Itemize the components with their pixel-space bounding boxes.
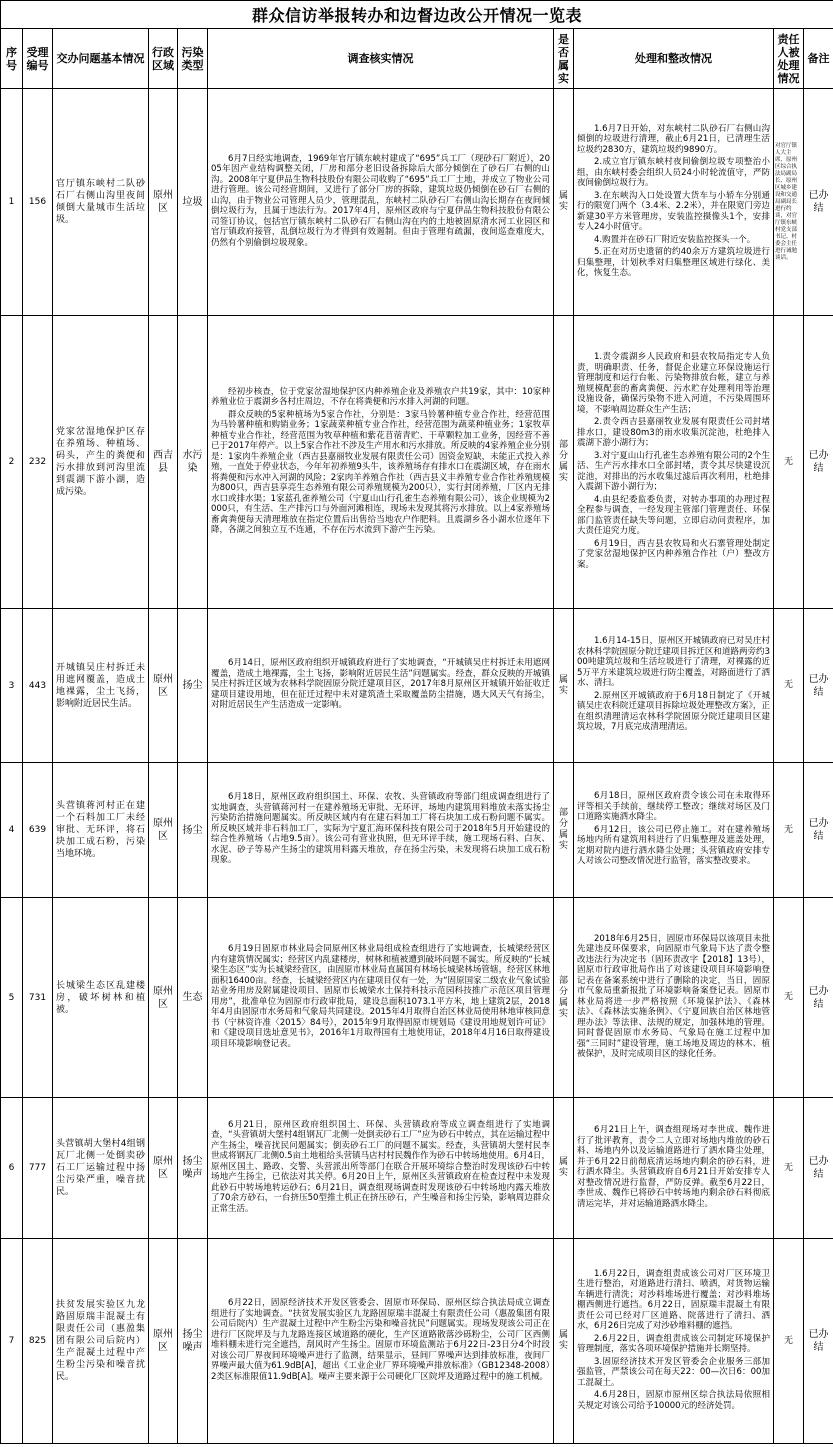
table-row	[1, 898, 833, 1098]
header-accountability: 责任人被处理情况	[774, 29, 804, 89]
cell-remark: 已办结	[804, 1098, 833, 1239]
table-row	[1, 316, 833, 609]
cell-accountability: 无	[774, 1239, 804, 1444]
cell-region: 原州区	[149, 1098, 178, 1239]
cell-accountability: 无	[774, 609, 804, 763]
cell-case-no: 232	[23, 316, 53, 609]
cell-rectification	[574, 609, 774, 763]
cell-rectification	[574, 898, 774, 1098]
rectification-paragraph: 6月12日，该公司已停止施工。对在建养殖场场地内所有建筑用料进行了归集整理及遮盖处理，定期对院内进行洒水降尘处理；头营镇政府安排专人对该公司整改情况进行监管，落实整改要求。	[577, 824, 770, 867]
cell-remark: 已办结	[804, 763, 833, 898]
rectification-paragraph: 4.6月28日，固原市原州区综合执法局依照相关规定对该公司给予10000元的经济处罚。	[577, 1390, 770, 1411]
cell-index: 4	[1, 763, 23, 898]
cell-index: 2	[1, 316, 23, 609]
cell-verified: 属实	[554, 89, 574, 316]
rectification-paragraph: 3.固原经济技术开发区管委会企业服务三部加强监管，严禁该公司在每天22：00—次日6：00加工混凝土。	[577, 1356, 770, 1388]
cell-remark: 已办结	[804, 898, 833, 1098]
cell-case-no: 777	[23, 1098, 53, 1239]
cell-issue: 头营镇胡大堡村4组钢瓦厂北侧一处倒卖砂石工厂运输过程中扬尘污染严重，噪音扰民。	[53, 1098, 149, 1239]
cell-verified: 部分属实	[554, 898, 574, 1098]
rectification-paragraph: 2.成立官厅镇东峡村夜间偷倒垃圾专项整治小组，由东峡村委会组织人员24小时轮流值守，严防夜间偷倒垃圾行为。	[577, 157, 770, 188]
cell-rectification	[574, 89, 774, 316]
investigation-paragraph: 6月18日，原州区政府组织国土、环保、农牧、头营镇政府等部门组成调查组进行了实地调查，头营镇蒋河村一在建养殖场无审批、无环评，场地内建筑用料堆放未落实扬尘污染防治措施问题属实。所反映区域内有在建石料加工厂将石块加工成石粉问题不属实。所反映区域并非石料加工厂，实际为宁夏汇海环保科技有限公司于2018年5月开始建设的综合性养殖场（占地9.5亩）。该公司有营业执照，但无环评手续，施工现场石料、白灰、水泥、砂子等易产生扬尘的建筑用料露天堆放，存在扬尘污染，未发现将石块加工成石粉现象。	[211, 792, 550, 866]
cell-case-no: 731	[23, 898, 53, 1098]
cell-region: 原州区	[149, 763, 178, 898]
cell-investigation	[208, 763, 554, 898]
cell-remark: 已办结	[804, 89, 833, 316]
cell-pollution: 垃圾	[178, 89, 208, 316]
table-title: 群众信访举报转办和边督边改公开情况一览表	[1, 1, 833, 29]
cell-verified: 部分属实	[554, 763, 574, 898]
rectification-paragraph: 2.原州区开城镇政府于6月18日制定了《开城镇吴庄农科院迁建项目拆除垃圾处理整改方案》，正在组织清理清运农林科学院固原分院迁建项目区建筑垃圾，7月底完成清理清运。	[577, 690, 770, 733]
header-investigation: 调查核实情况	[208, 29, 554, 89]
table-row	[1, 1098, 833, 1239]
table-row	[1, 763, 833, 898]
cell-region: 原州区	[149, 1239, 178, 1444]
cell-verified: 属实	[554, 1239, 574, 1444]
header-issue: 交办问题基本情况	[53, 29, 149, 89]
cell-case-no: 443	[23, 609, 53, 763]
cell-region: 原州区	[149, 609, 178, 763]
cell-accountability: 无	[774, 763, 804, 898]
cell-rectification	[574, 1239, 774, 1444]
investigation-paragraph: 6月7日经实地调查，1969年官厅镇东峡村建成了“695”兵工厂（现砂石厂附近），2005年因产业结构调整关闭，厂房和部分老旧设备拆除后大部分倾倒在了砂石厂右侧的山沟。2008年宁夏伊品生物科技股份有限公司收购了“695”兵工厂土地，并成立了物业公司进行管理。该公司经营期间，又进行了部分厂房的拆除，建筑垃圾仍倾倒在砂石厂右侧的山沟，由于物业公司管理人员少，管理混乱，东峡村二队砂石厂右侧山沟长期存在夜间倾倒垃圾行为，且属于违法行为。2017年4月，原州区政府与宁夏伊品生物科技股份有限公司签订协议，包括官厅镇东峡村二队砂石厂右侧山沟在内的土地被固原清水河工业园区和官厅镇政府接管，乱倒垃圾行为才得到有效遏制。但由于管理有疏漏，夜间巡查难度大，仍然有个别偷倒垃圾现象。	[211, 153, 550, 248]
cell-investigation	[208, 609, 554, 763]
investigation-paragraph: 经初步核查，位于党家岔湿地保护区内种养殖企业及养殖农户共19家，其中：10家种养殖业位于震湖乡各村庄周边，不存在将粪便和污水排入河湖的问题。	[211, 386, 550, 407]
cell-issue: 头营镇蒋河村正在建一个石料加工厂未经审批、无环评，将石块加工成石粉，污染当地环境。	[53, 763, 149, 898]
cell-investigation	[208, 1239, 554, 1444]
header-verified: 是否属实	[554, 29, 574, 89]
cell-rectification	[574, 763, 774, 898]
rectification-paragraph: 3.在东峡沟入口处设置大货车与小轿车分别通行的限宽门两个（3.4米、2.2米），并在限宽门旁边新建30平方米管理房，安装监控摄像头1个，安排专人24小时值守。	[577, 190, 770, 232]
cell-investigation	[208, 1098, 554, 1239]
investigation-paragraph: 群众反映的5家种植场为5家合作社，分别是：3家马铃薯种植专业合作社，经营范围为马铃薯种植和购销业务；1家蔬菜种植专业合作社，经营范围为蔬菜种植业务；1家牧草种植专业合作社，经营范围为牧草种植和紫花苜蓿青贮、干草颗粒加工业务，因经营不善已于2017年停产。以上5家合作社不涉及生产用水和污水排放。所反映的4家养殖企业分别是：1家肉牛养殖企业（西吉县嘉丽牧业发展有限责任公司）因资金短缺，未能正式投入养殖，一直处于停业状态，今年年初养殖9头牛，该养殖场存有排水口在震湖区域，存在雨水将粪便和污水冲入河湖的风险；2家肉羊养殖合作社（西吉县义丰养殖专业合作社养殖规模为800只，西吉县享亮生态养殖有限公司养殖规模为200只），实行封闭养殖，厂区内无排水口或排水渠；1家蓝孔雀养殖公司（宁夏山山行孔雀生态养殖有限公司），该企业规模为2000只，有生活、生产排污口与外面河滩相连，现场未发现其将污水排放。以上4家养殖场畜禽粪便每天清理堆放在指定位置后出售给当地农户作肥料。且震湖乡各小湖水位逐年下降，各湖之间独立互不连通，不存在污水流到下游产生污染。	[211, 409, 550, 535]
rectification-paragraph: 4.购置并在砂石厂附近安装监控探头一个。	[594, 234, 756, 245]
cell-pollution: 扬尘噪声	[178, 1098, 208, 1239]
investigation-paragraph: 6月19日固原市林业局会同原州区林业局组成检查组进行了实地调查，长城梁经营区内有建筑情况属实；经营区内乱建楼房，树林和植被遭到破坏问题不属实。所反映的“长城梁生态区”实为长城梁经营区，由固原市林业局直属国有林场长城梁林场管辖，经营区林地面积16400亩。经查，长城梁经营区内在建项目仅有一处，为“固原国家二级农业气象试验站业务用房及附属建设项目、固原市长城梁水土保持科技示范园科技推广示范区项目管理用房”，批准单位为固原市行政审批局，建设总面积1073.1平方米，地上建筑2层，2018年4月由固原市水务局和气象局共同建设。2015年4月取得自治区林业局使用林地审核同意书（宁林资许准〈2015〉84号），2015年9月取得固原市规划局《建设用地规划许可证》和《建设项目选址意见书》，2016年1月取得国有土地使用证，2018年4月16日取得建设项目环境影响登记表。	[211, 944, 550, 1049]
cell-remark: 已办结	[804, 316, 833, 609]
rectification-paragraph: 2.6月22日，调查组责成该公司制定环境保护管理制度，落实各项环境保护措施并长期坚持。	[577, 1333, 770, 1355]
cell-pollution: 扬尘噪声	[178, 1239, 208, 1444]
rectification-paragraph: 4.由县纪委监委负责，对转办事项的办理过程全程参与调查，一经发现主管部门管理责任、环保部门监管责任缺失等问题，立即启动问责程序，加大责任追究力度。	[577, 494, 770, 536]
table-row	[1, 609, 833, 763]
cell-issue: 扶贫发展实验区九龙路固原瑞丰混凝土有限责任公司（惠盈集团有限公司后院内）生产混凝土过程中产生粉尘污染和噪音扰民。	[53, 1239, 149, 1444]
cell-case-no: 639	[23, 763, 53, 898]
rectification-paragraph: 2.责令西吉县嘉丽牧业发展有限责任公司封堵排水口，建设80m3的雨水收集沉淀池，杜绝排入震湖下游小湖行为；	[577, 417, 770, 448]
rectification-paragraph: 1.6月7日开始，对东峡村二队砂石厂右侧山沟倾倒的垃圾进行清理，截止6月21日，已清理生活垃圾约2830方，建筑垃圾约9890方。	[577, 123, 770, 155]
cell-verified: 属实	[554, 609, 574, 763]
cell-rectification	[574, 1098, 774, 1239]
cell-region: 原州区	[149, 898, 178, 1098]
cell-pollution: 生态	[178, 898, 208, 1098]
investigation-paragraph: 6月21日，原州区政府组织国土、环保、头营镇政府等成立调查组进行了实地调查，“头营镇胡大堡村4组钢瓦厂北侧一处倒卖砂石工厂”应为砂石中转点，其在运输过程中产生扬尘，噪音扰民问题属实；倒卖砂石工厂的问题不属实。经查，头营镇胡大堡村民李世成将钢瓦厂北侧0.5亩土地租给头营镇马店村村民魏作作为砂石中转场地使用。6月4日，原州区国土、路政、交警、头营派出所等部门在联合开展环境综合整治时发现该砂石中转场地产生扬尘，已依法对其关停。6月20日上午，原州区头营镇政府在检查过程中未发现此砂石中转场地转运砂石；6月21日，调查组现场调查时发现该砂石中转场地内露天堆放了70余方砂石，一台挤压50型推土机正在挤压砂石，产生噪音和扬尘污染，影响周边群众正常生活。	[211, 1119, 550, 1214]
header-remark: 备注	[804, 29, 833, 89]
header-index: 序号	[1, 29, 23, 89]
cell-verified: 属实	[554, 1098, 574, 1239]
cell-investigation	[208, 89, 554, 316]
table-row	[1, 1239, 833, 1444]
investigation-paragraph: 6月22日，固原经济技术开发区管委会、固原市环保局、原州区综合执法局成立调查组进行了实地调查。“扶贫发展实验区九龙路固原瑞丰混凝土有限责任公司（惠盈集团有限公司后院内）生产混凝土过程中产生粉尘污染和噪音扰民”问题属实。现场发现该公司正在进行厂区院坪及与九龙路连接区域道路的硬化，生产区道路散落沙砾粉尘，公司厂区西侧堆料棚未进行完全遮挡，刮风时产生扬尘。固原市环境监测站于6月22日-23日分4个时段对该公司厂界夜间环境噪声进行了监测，结果显示，昼间厂界噪声达到排放标准，夜间厂界噪声最大值为61.9dB[A]，超出《工业企业厂界环境噪声排放标准》（GB12348-2008）2类区标准限值11.9dB[A]。噪声主要来源于公司硬化厂区院坪及道路过程中的施工机械。	[211, 1298, 550, 1382]
rectification-paragraph: 6月19日，西吉县农牧局和火石寨管理处制定了党家岔湿地保护区内种养殖合作社（户）整改方案。	[577, 538, 770, 570]
cell-region: 原州区	[149, 89, 178, 316]
cell-investigation	[208, 316, 554, 609]
cell-region: 西吉县	[149, 316, 178, 609]
cell-issue: 官厅镇东峡村二队砂石厂右侧山沟里夜间倾倒大量城市生活垃圾。	[53, 89, 149, 316]
cell-rectification	[574, 316, 774, 609]
cell-remark: 已办结	[804, 609, 833, 763]
cell-pollution: 扬尘	[178, 763, 208, 898]
investigation-paragraph: 6月14日，原州区政府组织开城镇政府进行了实地调查，“开城镇吴庄村拆迁未用遮网覆盖，造成土地裸露，尘土飞扬，影响附近居民生活”问题属实。经查，群众反映的开城镇吴庄村拆迁区域为农林科学院固原分院迁建项目区，2017年8月原州区开城镇开始征收迁建项目建设用地，但在征迁过程中未对建筑渣土采取覆盖防尘措施，遇大风天气有扬尘，对附近居民生产生活造成一定影响。	[211, 658, 550, 711]
cell-issue: 长城梁生态区乱建楼房，破坏树林和植被。	[53, 898, 149, 1098]
header-rectification: 处理和整改情况	[574, 29, 774, 89]
cell-accountability: 对官厅镇人大主席、原州区综合执法局副局长、原州区城乡建设和交通局副局长进行约谈，对官厅镇东峡村党支部书记、村委会主任进行诫勉谈话。	[774, 89, 804, 316]
rectification-paragraph: 5.正在对历史遗留的约40余万方建筑垃圾进行归集整理，计划秋季对归集整理区域进行绿化、美化，恢复生态。	[577, 247, 770, 278]
rectification-paragraph: 3.对宁夏山山行孔雀生态养殖有限公司的2个生活、生产污水排水口全部封堵，责令其尽快建设沉淀池，对排出的污水收集过滤后再次利用，杜绝排入震湖下游小湖行为；	[577, 450, 770, 492]
header-case-no: 受理编号	[23, 29, 53, 89]
rectification-paragraph: 1.责令震湖乡人民政府和县农牧局指定专人负责，明确职责、任务，督促企业建立环保设施运行管理制度和运行台帐、污染物排放台帐，建立与养殖规模配套的畜禽粪便、污水贮存处理利用等治理设施设备，确保污染物不进入河道，不污染周围环境，不影响周边群众生产生活；	[577, 352, 770, 415]
cell-index: 7	[1, 1239, 23, 1444]
header-row	[1, 29, 833, 89]
cell-verified: 部分属实	[554, 316, 574, 609]
cell-accountability: 无	[774, 1098, 804, 1239]
cell-accountability: 无	[774, 898, 804, 1098]
title-row	[1, 1, 833, 29]
cell-index: 1	[1, 89, 23, 316]
table-row	[1, 89, 833, 316]
cell-pollution: 水污染	[178, 316, 208, 609]
header-region: 行政区域	[149, 29, 178, 89]
rectification-paragraph: 1.6月22日，调查组责成该公司对厂区环境卫生进行整治，对道路进行清扫、喷洒，对货物运输车辆进行清洗；对沙料堆场进行覆盖；对沙料堆场棚西侧进行遮挡。6月22日，固原瑞丰混凝土有限责任公司已经对厂区道路、院落进行了清扫、洒水，6月26日完成了对沙砂堆料棚的遮挡。	[577, 1268, 770, 1332]
cell-index: 5	[1, 898, 23, 1098]
rectification-paragraph: 2018年6月25日，固原市环保局以该项目未批先建违反环保要求，向固原市气象局下达了责令整改违法行为决定书（固环责改字【2018】13号），固原市行政审批局作出了对该建设项目环境影响登记表在备案系统中进行了删除的决定，当日，固原市气象局重新报批了环境影响备案登记表。固原市林业局将进一步严格按照《环境保护法》、《森林法》、《森林法实施条例》、《宁夏回族自治区林地管理办法》等法律、法规的规定，加强林地的管理。同时督促固原市水务局、气象局在施工过程中加强“三同时”建设管理，施工场地及周边的林木、植被保护，及时完成项目区的绿化任务。	[577, 933, 770, 1059]
rectification-paragraph: 6月18日，原州区政府责令该公司在未取得环评等相关手续前，继续停工整改；继续对场区及门口道路实施洒水降尘。	[577, 791, 770, 823]
cell-accountability: 无	[774, 316, 804, 609]
cell-case-no: 156	[23, 89, 53, 316]
cell-pollution: 扬尘	[178, 609, 208, 763]
rectification-paragraph: 1.6月14-15日，原州区开城镇政府已对吴庄村农林科学院固原分院迁建项目拆迁区和道路两旁约300吨建筑垃圾和生活垃圾进行了清理，对裸露的近5万平方米建筑垃圾进行防尘覆盖，对路面进行了洒水、清扫。	[577, 636, 770, 689]
cell-index: 3	[1, 609, 23, 763]
cell-issue: 开城镇吴庄村拆迁未用遮网覆盖，造成土地裸露，尘土飞扬，影响附近居民生活。	[53, 609, 149, 763]
cell-index: 6	[1, 1098, 23, 1239]
cell-issue: 党家岔湿地保护区存在养殖场、种植场、码头，产生的粪便和污水排放到河沟里流到震湖下游小湖，造成污染。	[53, 316, 149, 609]
cell-investigation	[208, 898, 554, 1098]
cell-case-no: 825	[23, 1239, 53, 1444]
header-pollution: 污染类型	[178, 29, 208, 89]
cell-remark: 已办结	[804, 1239, 833, 1444]
rectification-paragraph: 6月21日上午，调查组现场对李世成、魏作进行了批评教育，责令二人立即对场地内堆放的砂石料、场地内外以及运输道路进行了洒水降尘处理，并于6月22日前彻底清运场地内剩余的砂石料，进行洒水降尘。头营镇政府自6月21日开始安排专人对整改情况进行监督，严防反弹。截至6月22日，李世成、魏作已将砂石中转场地内剩余砂石料彻底清运完毕，并对运输道路洒水降尘。	[577, 1125, 770, 1209]
